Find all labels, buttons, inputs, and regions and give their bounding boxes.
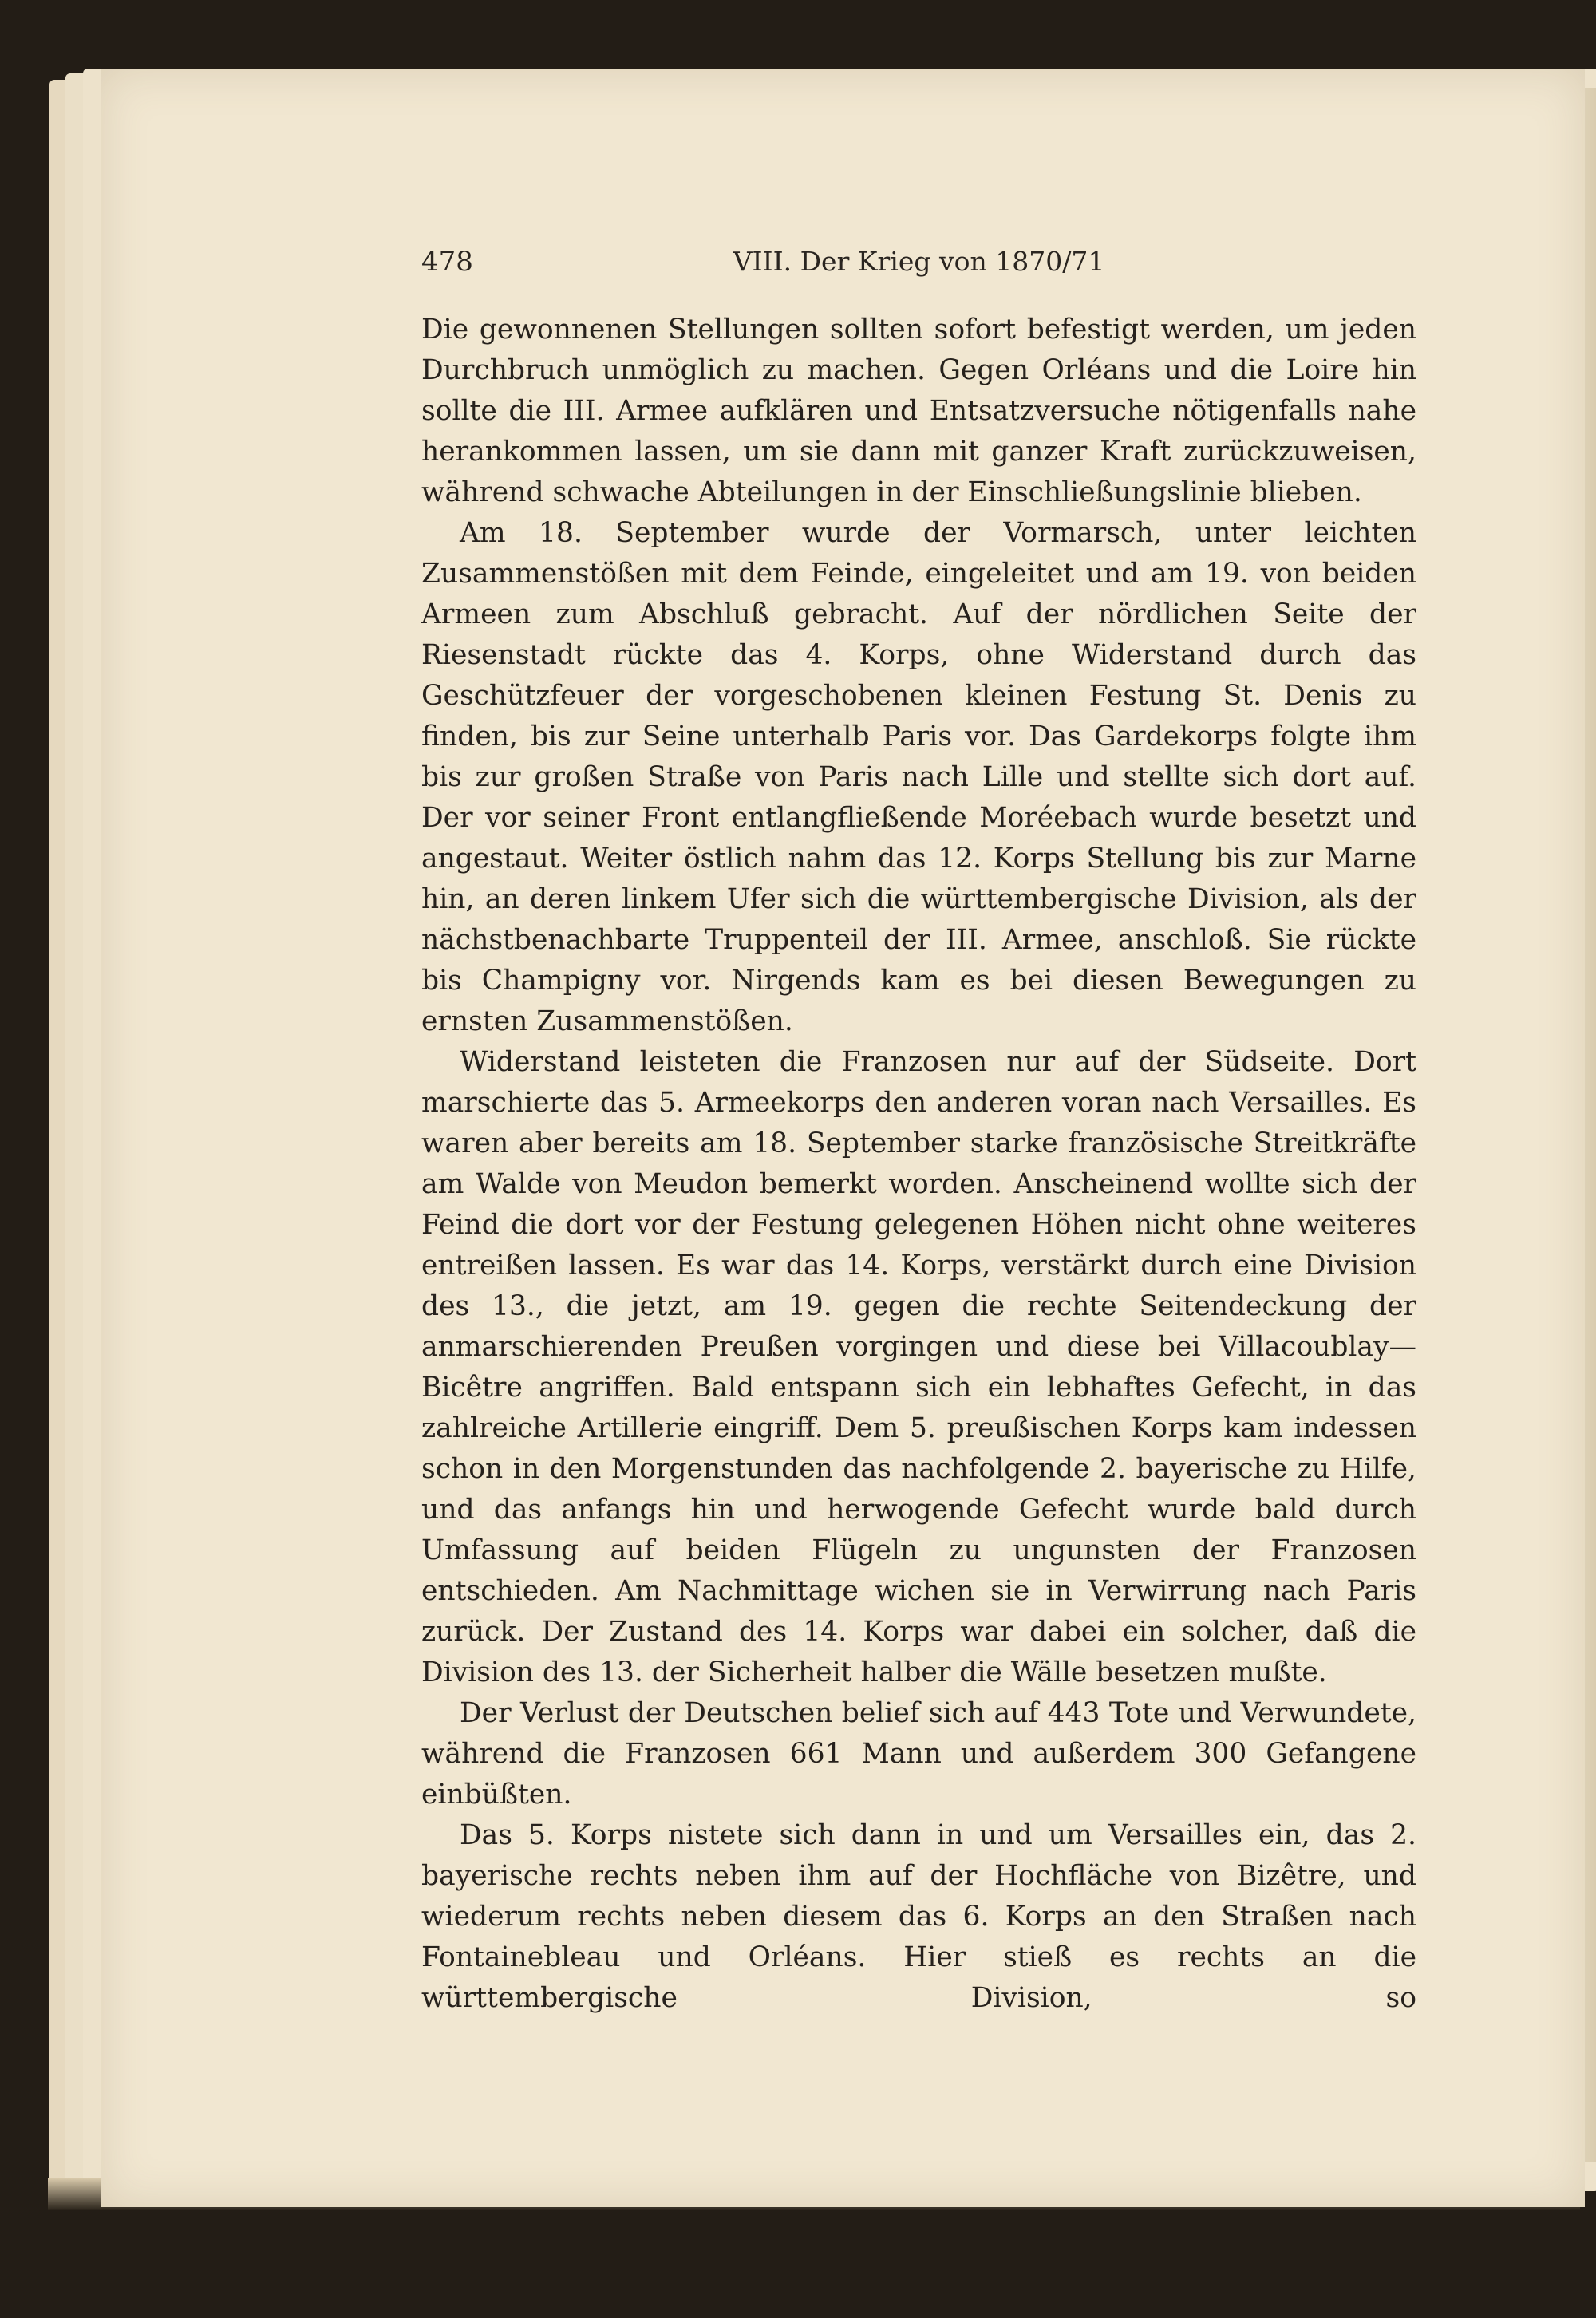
page-header (421, 246, 1416, 294)
body-text (421, 310, 1416, 2019)
paragraph: Die gewonnenen Stellungen sollten sofort befestigt werden, um jeden Durchbruch unmöglich zu machen. Gegen Orléans und die Loire hin sollte die III. Armee aufklären und Entsatzversuche nötigenfalls nahe herankommen lassen, um sie dann mit ganzer Kraft zurückzuweisen, während schwache Abteilungen in der Einschließungslinie blieben. (421, 314, 1416, 508)
paragraph: Am 18. September wurde der Vormarsch, unter leichten Zusammenstößen mit dem Feinde, eingeleitet und am 19. von beiden Armeen zum Abschluß gebracht. Auf der nördlichen Seite der Riesenstadt rückte das 4. Korps, ohne Widerstand durch das Geschützfeuer der vorgeschobenen kleinen Festung St. Denis zu finden, bis zur Seine unterhalb Paris vor. Das Gardekorps folgte ihm bis zur großen Straße von Paris nach Lille und stellte sich dort auf. Der vor seiner Front entlangfließende Moréebach wurde besetzt und angestaut. Weiter östlich nahm das 12. Korps Stellung bis zur Marne hin, an deren linkem Ufer sich die württembergische Division, als der nächstbenachbarte Truppenteil der III. Armee, anschloß. Sie rückte bis Champigny vor. Nirgends kam es bei diesen Bewegungen zu ernsten Zusammenstößen. (421, 517, 1416, 1037)
paragraph: Widerstand leisteten die Franzosen nur auf der Südseite. Dort marschierte das 5. Armeekorps den anderen voran nach Versailles. Es waren aber bereits am 18. September starke französische Streitkräfte am Walde von Meudon bemerkt worden. Anscheinend wollte sich der Feind die dort vor der Festung gelegenen Höhen nicht ohne weiteres entreißen lassen. Es war das 14. Korps, verstärkt durch eine Division des 13., die jetzt, am 19. gegen die rechte Seitendeckung der anmarschierenden Preußen vorgingen und diese bei Villacoublay—Bicêtre angriffen. Bald entspann sich ein lebhaftes Gefecht, in das zahlreiche Artillerie eingriff. Dem 5. preußischen Korps kam indessen schon in den Morgenstunden das nachfolgende 2. bayerische zu Hilfe, und das anfangs hin und herwogende Gefecht wurde bald durch Umfassung auf beiden Flügeln zu ungunsten der Franzosen entschieden. Am Nachmittage wichen sie in Verwirrung nach Paris zurück. Der Zustand des 14. Korps war dabei ein solcher, daß die Division des 13. der Sicherheit halber die Wälle besetzen mußte. (421, 1046, 1416, 1688)
paragraph: Das 5. Korps nistete sich dann in und um Versailles ein, das 2. bayerische rechts neben ihm auf der Hochfläche von Bizêtre, und wiederum rechts neben diesem das 6. Korps an den Straßen nach Fontainebleau und Orléans. Hier stieß es rechts an die württembergische Division, so (421, 1819, 1416, 2014)
running-head: VIII. Der Krieg von 1870/71 (733, 246, 1105, 277)
paragraph: Der Verlust der Deutschen belief sich auf 443 Tote und Verwundete, während die Franzosen 661 Mann und außerdem 300 Gefangene einbüßten. (421, 1697, 1416, 1811)
page-number: 478 (421, 246, 473, 278)
